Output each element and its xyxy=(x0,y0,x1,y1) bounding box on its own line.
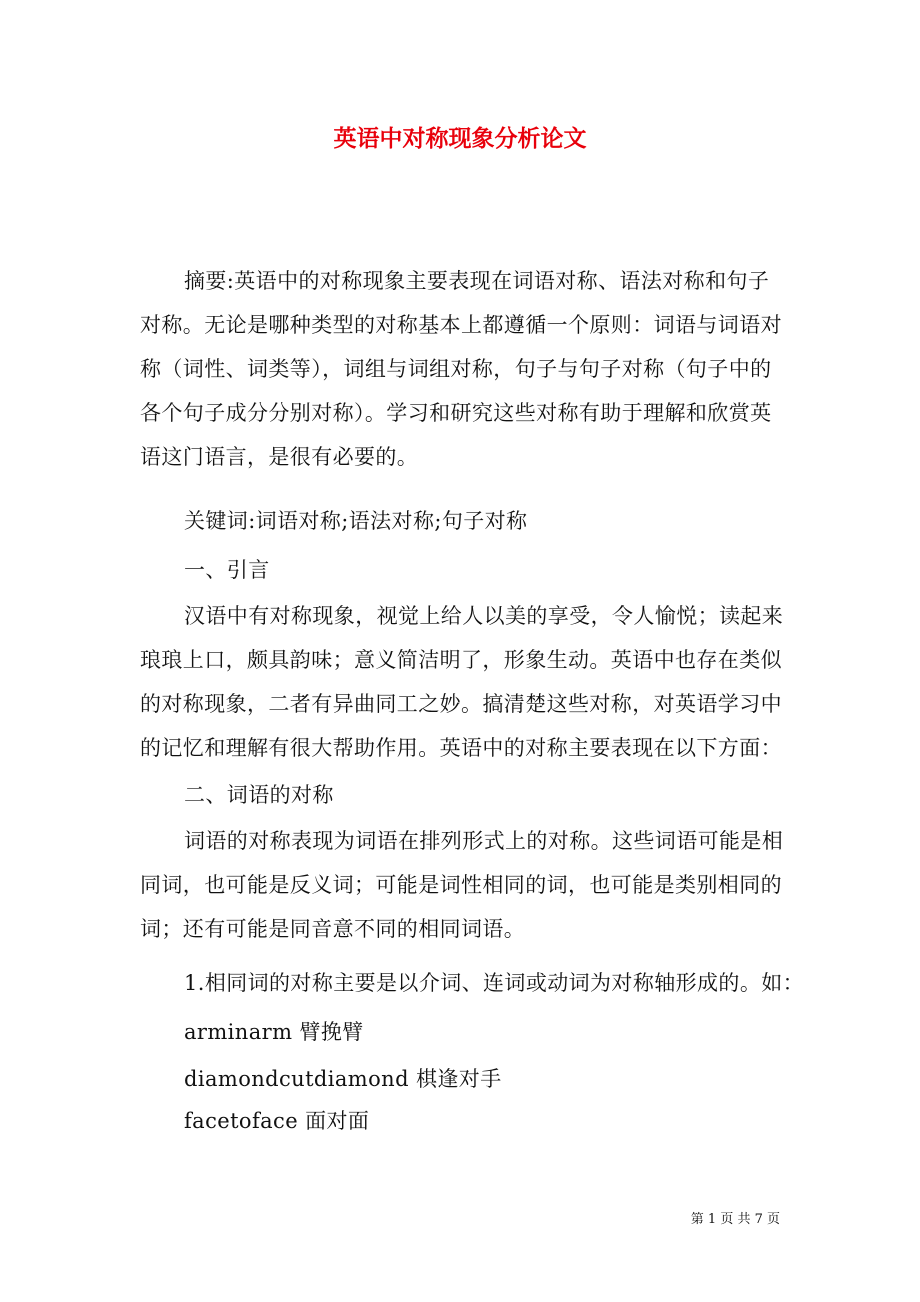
abstract-line: 称（词性、词类等），词组与词组对称，句子与句子对称（句子中的 xyxy=(140,357,772,381)
abstract-line: 各个句子成分分别对称）。学习和研究这些对称有助于理解和欣赏英 xyxy=(140,401,772,425)
example-line: diamondcutdiamond 棋逢对手 xyxy=(184,1067,502,1091)
example-line: arminarm 臂挽臂 xyxy=(184,1020,364,1044)
section-heading: 一、引言 xyxy=(184,558,270,582)
keywords-line: 关键词:词语对称;语法对称;句子对称 xyxy=(184,509,528,533)
paragraph-line: 的记忆和理解有很大帮助作用。英语中的对称主要表现在以下方面： xyxy=(140,736,782,760)
paragraph-line: 词语的对称表现为词语在排列形式上的对称。这些词语可能是相 xyxy=(184,829,784,853)
document-title: 英语中对称现象分析论文 xyxy=(333,125,587,152)
paragraph-line: 同词，也可能是反义词；可能是词性相同的词，也可能是类别相同的 xyxy=(140,873,782,897)
paragraph-line: 词；还有可能是同音意不同的相同词语。 xyxy=(140,917,526,941)
example-line: facetoface 面对面 xyxy=(184,1109,370,1133)
page-number-footer: 第 1 页 共 7 页 xyxy=(690,1212,780,1227)
paragraph-line: 汉语中有对称现象，视觉上给人以美的享受，令人愉悦；读起来 xyxy=(184,604,784,628)
abstract-line: 对称。无论是哪种类型的对称基本上都遵循一个原则：词语与词语对 xyxy=(140,313,782,337)
paragraph-line: 1.相同词的对称主要是以介词、连词或动词为对称轴形成的。如： xyxy=(184,971,805,995)
paragraph-line: 琅琅上口，颇具韵味；意义简洁明了，形象生动。英语中也存在类似 xyxy=(140,648,782,672)
abstract-line: 语这门语言，是很有必要的。 xyxy=(140,445,419,469)
section-heading: 二、词语的对称 xyxy=(184,783,334,807)
paragraph-line: 的对称现象，二者有异曲同工之妙。搞清楚这些对称，对英语学习中 xyxy=(140,692,782,716)
abstract-line: 摘要:英语中的对称现象主要表现在词语对称、语法对称和句子 xyxy=(184,269,770,293)
